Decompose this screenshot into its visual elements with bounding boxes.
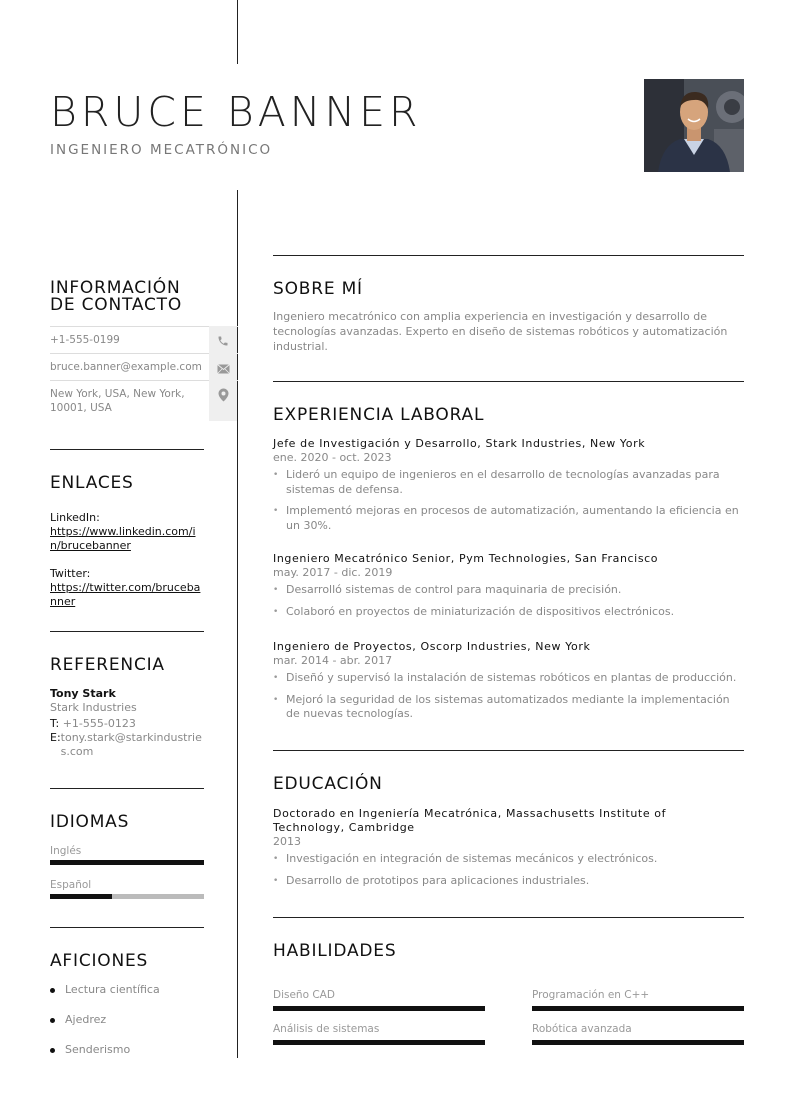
link-label: Twitter: [50, 567, 91, 580]
bullet-dot [50, 1018, 55, 1023]
job-entry [273, 552, 744, 626]
reference-heading: REFERENCIA [50, 655, 165, 675]
skill-item [532, 1022, 744, 1036]
education-heading: EDUCACIÓN [273, 774, 383, 794]
about-text: Ingeniero mecatrónico con amplia experiencia en investigación y desarrollo de tecnologías avanzadas. Experto en diseño de sistemas robóticos y automatización industrial. [273, 310, 728, 353]
link-item [50, 511, 204, 553]
hobby-text: Lectura científica [65, 983, 160, 996]
job-bullets [273, 583, 744, 619]
hobbies-heading: AFICIONES [50, 951, 149, 971]
language-level-fill [50, 894, 112, 899]
reference-phone: +1-555-0123 [62, 717, 136, 730]
about-section [273, 309, 744, 354]
skill-level-bar [532, 1006, 744, 1011]
languages-heading: IDIOMAS [50, 812, 130, 832]
skills-heading: HABILIDADES [273, 941, 397, 961]
candidate-name: BRUCE BANNER [50, 88, 422, 136]
section-rule [273, 750, 744, 751]
reference-phone-label: T: [50, 717, 60, 730]
candidate-title: INGENIERO MECATRÓNICO [50, 142, 273, 158]
about-heading: SOBRE MÍ [273, 279, 363, 299]
skill-level-bar [273, 1040, 485, 1045]
reference-email: tony.stark@starkindustries.com [60, 731, 202, 758]
job-role: Ingeniero de Proyectos, Oscorp Industries, New York [273, 640, 591, 653]
education-bullets [273, 852, 744, 888]
job-entry [273, 437, 744, 540]
job-dates: may. 2017 - dic. 2019 [273, 566, 393, 579]
skill-name: Programación en C++ [532, 989, 650, 1001]
education-year: 2013 [273, 835, 301, 848]
phone-icon [209, 332, 237, 350]
language-level-bar [50, 860, 204, 865]
education-bullet: • Investigación en integración de sistemas mecánicos y electrónicos. [273, 852, 744, 867]
job-role: Jefe de Investigación y Desarrollo, Stark Industries, New York [273, 437, 646, 450]
linkedin-link[interactable]: https://www.linkedin.com/in/brucebanner [50, 525, 196, 552]
language-item [50, 844, 204, 858]
reference-email-line [50, 731, 204, 759]
column-divider-top [237, 0, 238, 64]
reference-name: Tony Stark [50, 687, 116, 700]
contact-address: New York, USA, New York, 10001, USA [50, 388, 185, 414]
section-rule [273, 917, 744, 918]
link-item [50, 567, 204, 609]
language-name: Español [50, 879, 92, 891]
language-item [50, 878, 204, 892]
mail-icon [209, 360, 237, 378]
language-level-fill [50, 860, 204, 865]
reference-company: Stark Industries [50, 701, 137, 714]
location-pin-icon [209, 386, 237, 404]
section-rule [273, 255, 744, 256]
job-bullet: • Mejoró la seguridad de los sistemas automatizados mediante la implementación de nuevas tecnologías. [273, 693, 744, 722]
section-rule [50, 449, 204, 450]
links-section [50, 475, 204, 609]
reference-section [50, 657, 204, 759]
profile-photo [644, 79, 744, 172]
job-bullet: • Desarrolló sistemas de control para maquinaria de precisión. [273, 583, 744, 598]
language-level-bar [50, 894, 204, 899]
hobby-text: Senderismo [65, 1043, 131, 1056]
job-bullets [273, 671, 744, 722]
skill-item [273, 988, 485, 1002]
skill-name: Diseño CAD [273, 989, 335, 1001]
skill-name: Análisis de sistemas [273, 1023, 380, 1035]
section-rule [50, 927, 204, 928]
job-bullet: • Implementó mejoras en procesos de automatización, aumentando la eficiencia en un 30%. [273, 504, 744, 533]
hobbies-section [50, 953, 204, 970]
contact-email: bruce.banner@example.com [50, 361, 202, 373]
hobby-text: Ajedrez [65, 1013, 107, 1026]
column-divider [237, 190, 238, 1058]
section-rule [50, 631, 204, 632]
language-name: Inglés [50, 845, 82, 857]
job-entry [273, 640, 744, 729]
contact-phone: +1-555-0199 [50, 334, 120, 346]
job-dates: ene. 2020 - oct. 2023 [273, 451, 392, 464]
skill-level-bar [273, 1006, 485, 1011]
languages-section [50, 814, 204, 831]
links-heading: ENLACES [50, 473, 134, 493]
contact-icon-strip [209, 326, 237, 421]
section-rule [50, 788, 204, 789]
bullet-dot [50, 1048, 55, 1053]
job-bullet: • Lideró un equipo de ingenieros en el desarrollo de tecnologías avanzadas para sistemas de defensa. [273, 468, 744, 497]
contact-heading-line2: DE CONTACTO [50, 295, 183, 315]
skill-item [273, 1022, 485, 1036]
twitter-link[interactable]: https://twitter.com/brucebanner [50, 581, 201, 608]
reference-phone-line [50, 717, 204, 731]
job-bullet: • Diseñó y supervisó la instalación de sistemas robóticos en plantas de producción. [273, 671, 744, 686]
job-role: Ingeniero Mecatrónico Senior, Pym Technologies, San Francisco [273, 552, 659, 565]
skill-item [532, 988, 744, 1002]
education-entry [273, 807, 744, 895]
section-rule [273, 381, 744, 382]
contact-section [50, 280, 204, 314]
contact-heading-line1: INFORMACIÓN [50, 278, 181, 298]
bullet-dot [50, 988, 55, 993]
education-degree: Doctorado en Ingeniería Mecatrónica, Massachusetts Institute of Technology, Cambridge [273, 807, 667, 834]
job-bullets [273, 468, 744, 533]
reference-email-label: E: [50, 731, 61, 744]
skill-name: Robótica avanzada [532, 1023, 632, 1035]
link-label: LinkedIn: [50, 511, 100, 524]
skill-level-bar [532, 1040, 744, 1045]
job-dates: mar. 2014 - abr. 2017 [273, 654, 393, 667]
job-bullet: • Colaboró en proyectos de miniaturización de dispositivos electrónicos. [273, 605, 744, 620]
education-bullet: • Desarrollo de prototipos para aplicaciones industriales. [273, 874, 744, 889]
experience-heading: EXPERIENCIA LABORAL [273, 405, 485, 425]
